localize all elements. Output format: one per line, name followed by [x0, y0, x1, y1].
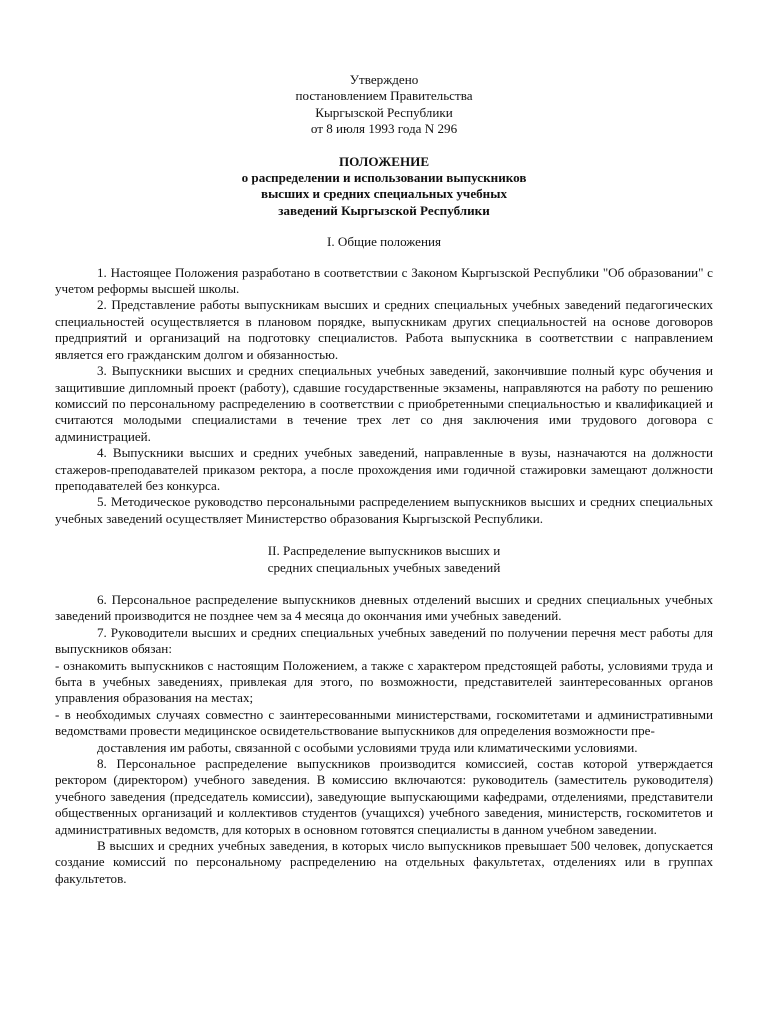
section-2-body — [55, 592, 713, 887]
section-1-heading: I. Общие положения — [326, 234, 442, 250]
paragraph: 8. Персональное распределение выпускников производится комиссией, состав которой утверждается ректором (директором) учебного заведения. В комиссию включаются: руководитель (заместитель руководителя) учебного заведения (председатель комиссии), заведующие выпускающими кафедрами, отделениями, представители общественных организаций и коллективов студентов (учащихся) учебного заведения, министерств, госкомитетов и административных ведомств, для которых в основном готовятся специалисты в данном учебном заведении. — [55, 756, 713, 837]
paragraph: доставления им работы, связанной с особыми условиями труда или климатическими условиями. — [97, 739, 638, 755]
list-item: - ознакомить выпускников с настоящим Положением, а также с характером предстоящей работы, условиями труда и быта в учебных заведениях, привлекая для этого, по возможности, представителей заинтересованных органов управления образования на местах; — [55, 657, 713, 706]
section-2-heading-line: II. Распределение выпускников высших и — [267, 543, 501, 559]
section-2-heading — [55, 543, 713, 576]
paragraph: 3. Выпускники высших и средних специальных учебных заведений, закончившие полный курс обучения и защитившие дипломный проект (работу), сдавшие государственные экзамены, направляются на работу по решению комиссий по персональному распределению в соответствии с приобретенными специальностью и квалификацией и считаются молодыми специалистами в течение трех лет со дня заключения ими трудового договора с администрацией. — [55, 363, 713, 444]
title-line: о распределении и использовании выпускников — [241, 170, 527, 186]
paragraph: В высших и средних учебных заведения, в которых число выпускников превышает 500 человек, допускается создание комиссий по персональному распределению на отдельных факультетах, отделениях или в группах факультетов. — [55, 838, 713, 886]
section-1-body — [55, 265, 713, 528]
paragraph: 7. Руководители высших и средних специальных учебных заведений по получении перечня мест работы для выпускников обязан: — [55, 624, 713, 657]
paragraph: 5. Методическое руководство персональными распределением выпускников высших и средних специальных учебных заведений осуществляет Министерство образования Кыргызской Республики. — [55, 494, 713, 526]
approval-line: Утверждено — [349, 72, 419, 87]
document-title — [55, 154, 713, 220]
title-line: высших и средних специальных учебных — [261, 186, 507, 202]
title-line: ПОЛОЖЕНИЕ — [338, 153, 430, 169]
paragraph: 2. Представление работы выпускникам высших и средних специальных учебных заведений педагогических специальностей осуществляется в плановом порядке, выпускникам других специальностей на основе договоров предприятий и организаций на подготовку специалистов. Работа выпускника в соответствии с направлением является его гражданским долгом и обязанностью. — [55, 297, 713, 362]
paragraph: 6. Персональное распределение выпускников дневных отделений высших и средних специальных учебных заведений производится не позднее чем за 4 месяца до окончания ими учебных заведений. — [55, 591, 713, 624]
paragraph: 1. Настоящее Положения разработано в соответствии с Законом Кыргызской Республики "Об образовании" с учетом реформы высшей школы. — [55, 264, 713, 297]
approval-block — [55, 72, 713, 138]
document-page — [55, 72, 713, 887]
approval-line: Кыргызской Республики — [315, 104, 453, 120]
title-line: заведений Кыргызской Республики — [278, 202, 490, 218]
list-item: - в необходимых случаях совместно с заинтересованными министерствами, госкомитетами и административными ведомствами провести медицинское освидетельствование выпускников для определения возможности пре- — [55, 706, 713, 739]
approval-line: от 8 июля 1993 года N 296 — [310, 121, 458, 137]
section-2-heading-line: средних специальных учебных заведений — [267, 559, 501, 575]
paragraph: 4. Выпускники высших и средних учебных заведений, направленные в вузы, назначаются на должности стажеров-преподавателей приказом ректора, а после прохождения ими годичной стажировки замещают должности преподавателей без конкурса. — [55, 445, 713, 493]
approval-line: постановлением Правительства — [295, 88, 473, 104]
